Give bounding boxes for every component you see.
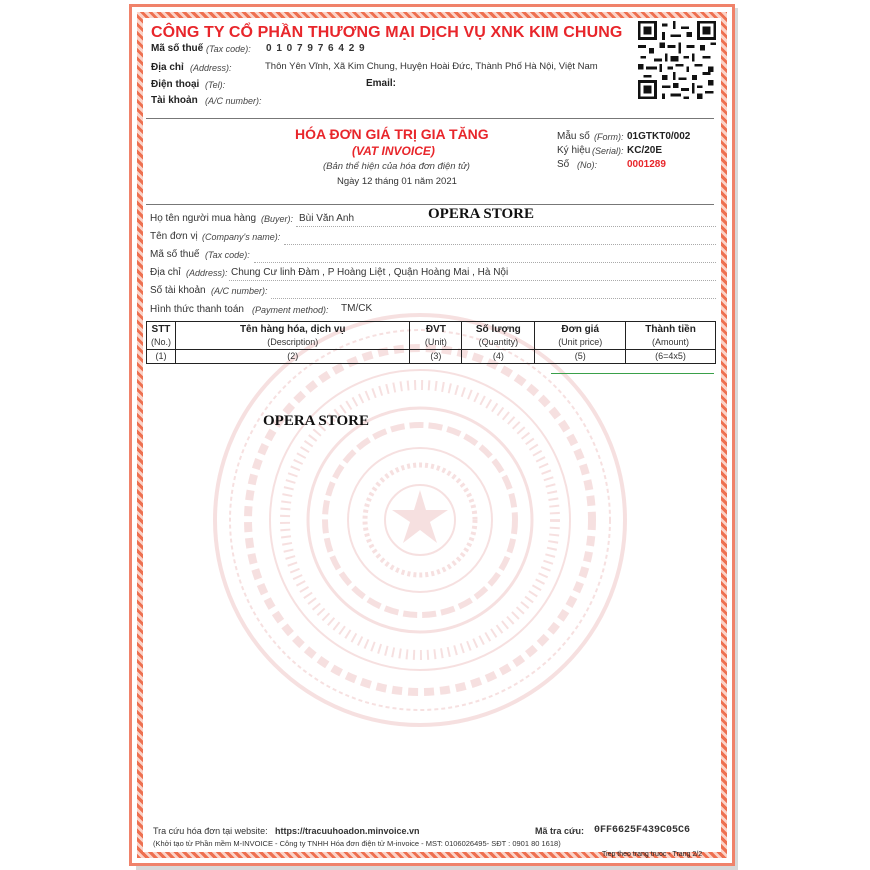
form-label-en: (Form): — [594, 132, 624, 142]
company-tax-label-en: (Tax code): — [206, 44, 251, 54]
col-header-unit-price-en: (Unit price) — [535, 337, 626, 350]
invoice-title: HÓA ĐƠN GIÁ TRỊ GIA TĂNG — [295, 126, 489, 142]
company-address-label-en: (Address): — [190, 63, 232, 73]
payment-label-en: (Payment method): — [252, 305, 329, 315]
company-phone-label-en: (Tel): — [205, 80, 226, 90]
lookup-label: Tra cứu hóa đơn tại website: — [153, 826, 268, 836]
col-header-unit: ĐVT — [410, 322, 462, 337]
invoice-subtitle: (Bản thể hiện của hóa đơn điện tử) — [323, 161, 470, 172]
payment-label: Hình thức thanh toán — [150, 304, 244, 315]
company-address-label: Địa chỉ — [151, 62, 184, 73]
buyer-company-label-en: (Company's name): — [202, 232, 281, 242]
title-divider — [146, 204, 714, 205]
no-label: Số — [557, 159, 570, 170]
buyer-tax-label: Mã số thuế — [150, 249, 200, 260]
no-label-en: (No): — [577, 160, 597, 170]
serial-label: Ký hiệu — [557, 145, 591, 156]
store-label-mid: OPERA STORE — [263, 413, 370, 429]
buyer-address-label: Địa chỉ — [150, 267, 181, 278]
buyer-name-dotline — [296, 226, 716, 227]
serial-value: KC/20E — [627, 145, 663, 156]
company-account-label-en: (A/C number): — [205, 96, 262, 106]
buyer-tax-dotline — [254, 262, 716, 263]
buyer-address-label-en: (Address): — [186, 268, 228, 278]
col-header-description: Tên hàng hóa, dịch vụ — [175, 322, 410, 337]
col-number-3: (3) — [410, 349, 462, 363]
buyer-address: Chung Cư linh Đàm , P Hoàng Liệt , Quận Hoàng Mai , Hà Nội — [231, 267, 509, 278]
lookup-code: 0FF6625F439C05C6 — [594, 825, 691, 836]
buyer-tax-label-en: (Tax code): — [205, 250, 250, 260]
table-header-en-row — [147, 337, 716, 350]
col-number-4: (4) — [462, 349, 535, 363]
buyer-account-label: Số tài khoản — [150, 285, 206, 296]
company-tax-label: Mã số thuế — [151, 43, 204, 54]
header-divider — [146, 118, 714, 119]
buyer-name: Bùi Văn Anh — [299, 213, 355, 224]
col-header-unit-price: Đơn giá — [535, 322, 626, 337]
company-email-label: Email: — [366, 78, 397, 89]
col-header-description-en: (Description) — [175, 337, 410, 350]
buyer-address-dotline — [229, 280, 716, 281]
col-header-quantity-en: (Quantity) — [462, 337, 535, 350]
buyer-company-dotline — [284, 244, 716, 245]
serial-label-en: (Serial): — [592, 146, 624, 156]
col-number-2: (2) — [175, 349, 410, 363]
buyer-company-label: Tên đơn vị — [150, 231, 198, 242]
lookup-url[interactable]: https://tracuuhoadon.minvoice.vn — [275, 826, 420, 836]
col-header-no-en: (No.) — [147, 337, 176, 350]
col-number-6: (6=4x5) — [626, 349, 716, 363]
payment-method: TM/CK — [341, 303, 373, 314]
company-phone-label: Điện thoại — [151, 79, 200, 90]
invoice-date: Ngày 12 tháng 01 năm 2021 — [337, 176, 457, 187]
items-table — [146, 321, 716, 364]
col-number-5: (5) — [535, 349, 626, 363]
col-header-unit-en: (Unit) — [410, 337, 462, 350]
green-underline — [551, 373, 714, 374]
invoice-title-en: (VAT INVOICE) — [352, 144, 435, 158]
store-label-top: OPERA STORE — [428, 206, 535, 222]
col-header-amount-en: (Amount) — [626, 337, 716, 350]
buyer-account-dotline — [271, 298, 716, 299]
lookup-code-label: Mã tra cứu: — [535, 826, 585, 836]
form-value: 01GTKT0/002 — [627, 131, 691, 142]
company-address: Thôn Yên Vĩnh, Xã Kim Chung, Huyện Hoài Đức, Thành Phố Hà Nội, Việt Nam — [265, 61, 598, 72]
page-note: Tiep theo trang truoc - Trang 2/2 — [602, 851, 703, 858]
col-header-quantity: Số lượng — [462, 322, 535, 337]
form-label: Mẫu số — [557, 131, 590, 142]
buyer-name-label: Họ tên người mua hàng — [150, 213, 257, 224]
buyer-account-label-en: (A/C number): — [211, 286, 268, 296]
buyer-name-label-en: (Buyer): — [261, 214, 294, 224]
col-header-no: STT — [147, 322, 176, 337]
col-header-amount: Thành tiền — [626, 322, 716, 337]
qr-code-icon — [638, 21, 716, 99]
invoice-number: 0001289 — [627, 159, 666, 170]
table-column-number-row — [147, 349, 716, 363]
col-number-1: (1) — [147, 349, 176, 363]
company-tax-code: 0 1 0 7 9 7 6 4 2 9 — [266, 43, 366, 54]
company-account-label: Tài khoản — [151, 95, 198, 106]
software-note: (Khởi tạo từ Phần mềm M-INVOICE - Công ty TNHH Hóa đơn điện tử M-invoice - MST: 0106026495- SĐT : 0901 80 1618) — [153, 839, 561, 848]
company-name: CÔNG TY CỔ PHẦN THƯƠNG MẠI DỊCH VỤ XNK KIM CHUNG — [151, 24, 623, 41]
table-header-row — [147, 322, 716, 337]
